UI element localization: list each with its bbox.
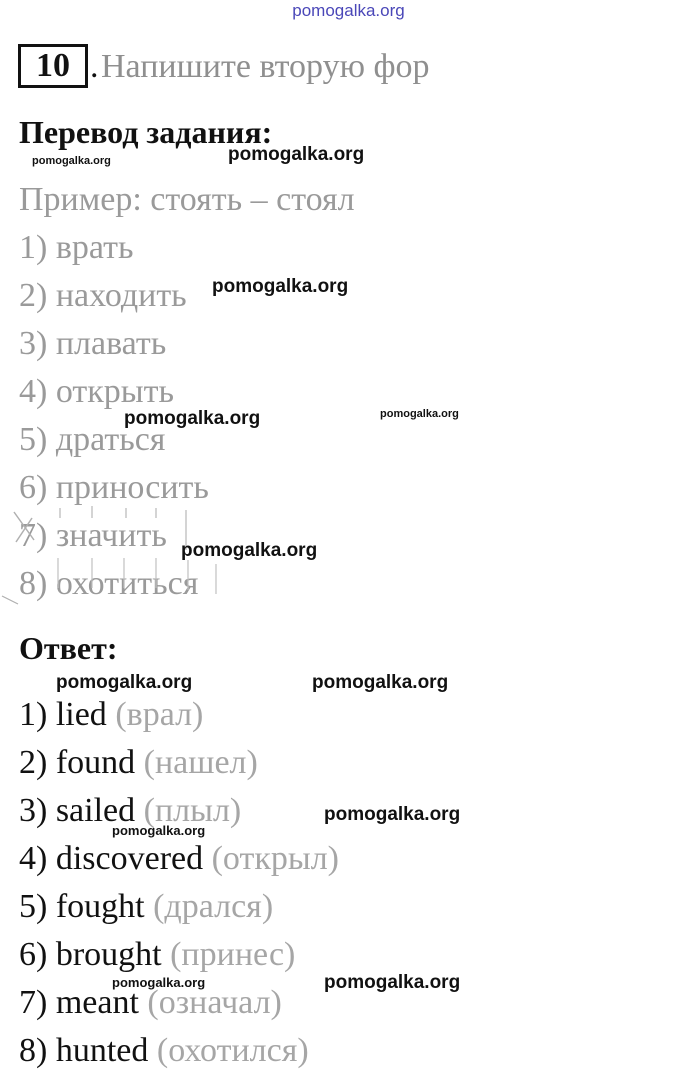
answer-number: 8): [19, 1032, 48, 1069]
watermark: pomogalka.org: [380, 408, 459, 420]
answer-number: 1): [19, 696, 48, 733]
answer-word: meant: [55, 984, 139, 1021]
answer-word: lied: [55, 696, 107, 733]
watermark: pomogalka.org: [324, 972, 461, 993]
answer-translation: (дрался): [153, 888, 274, 925]
watermark: pomogalka.org: [212, 276, 349, 297]
site-header-link[interactable]: pomogalka.org: [292, 1, 405, 20]
answer-word: hunted: [55, 1032, 149, 1069]
answer-number: 3): [19, 792, 48, 829]
answer-translation: (нашел): [143, 744, 258, 781]
answer-item-1: [19, 696, 203, 734]
answer-word: found: [55, 744, 136, 781]
translation-example: Пример: стоять – стоял: [19, 181, 355, 218]
answer-translation: (врал): [115, 696, 204, 733]
watermark: pomogalka.org: [324, 804, 461, 825]
answer-translation: (охотился): [156, 1032, 309, 1069]
answer-item-4: [19, 840, 339, 878]
answer-word: brought: [55, 936, 162, 973]
answer-number: 2): [19, 744, 48, 781]
answer-item-2: [19, 744, 258, 782]
translation-item-2: 2) находить: [19, 277, 187, 314]
task-number-box: 10: [18, 44, 88, 88]
translation-item-4: 4) открыть: [19, 373, 174, 410]
translation-item-1: 1) врать: [19, 229, 134, 266]
task-text: Напишите вторую фор: [101, 48, 430, 85]
translation-heading: Перевод задания:: [19, 114, 273, 150]
watermark: pomogalka.org: [312, 672, 449, 693]
watermark: pomogalka.org: [112, 823, 206, 838]
answer-translation: (плыл): [143, 792, 242, 829]
answer-translation: (означал): [147, 984, 282, 1021]
answer-word: discovered: [55, 840, 204, 877]
answer-number: 5): [19, 888, 48, 925]
watermark: pomogalka.org: [124, 408, 261, 429]
answer-heading: Ответ:: [19, 630, 118, 666]
answer-item-8: [19, 1032, 309, 1070]
watermark: pomogalka.org: [181, 540, 318, 561]
answer-number: 4): [19, 840, 48, 877]
answer-translation: (принес): [170, 936, 296, 973]
task-number-dot: .: [90, 48, 99, 85]
watermark: pomogalka.org: [112, 975, 206, 990]
answer-word: sailed: [55, 792, 136, 829]
watermark: pomogalka.org: [32, 155, 111, 167]
answer-item-5: [19, 888, 273, 926]
answer-word: fought: [55, 888, 145, 925]
watermark: pomogalka.org: [228, 144, 365, 165]
translation-item-5: 5) драться: [19, 421, 166, 458]
answer-number: 7): [19, 984, 48, 1021]
answer-translation: (открыл): [211, 840, 339, 877]
translation-item-6: 6) приносить: [19, 469, 209, 506]
translation-item-3: 3) плавать: [19, 325, 167, 362]
answer-number: 6): [19, 936, 48, 973]
translation-item-7: 7) значить: [19, 517, 167, 554]
watermark: pomogalka.org: [56, 672, 193, 693]
answer-item-6: [19, 936, 295, 974]
translation-item-8: 8) охотиться: [19, 565, 199, 602]
